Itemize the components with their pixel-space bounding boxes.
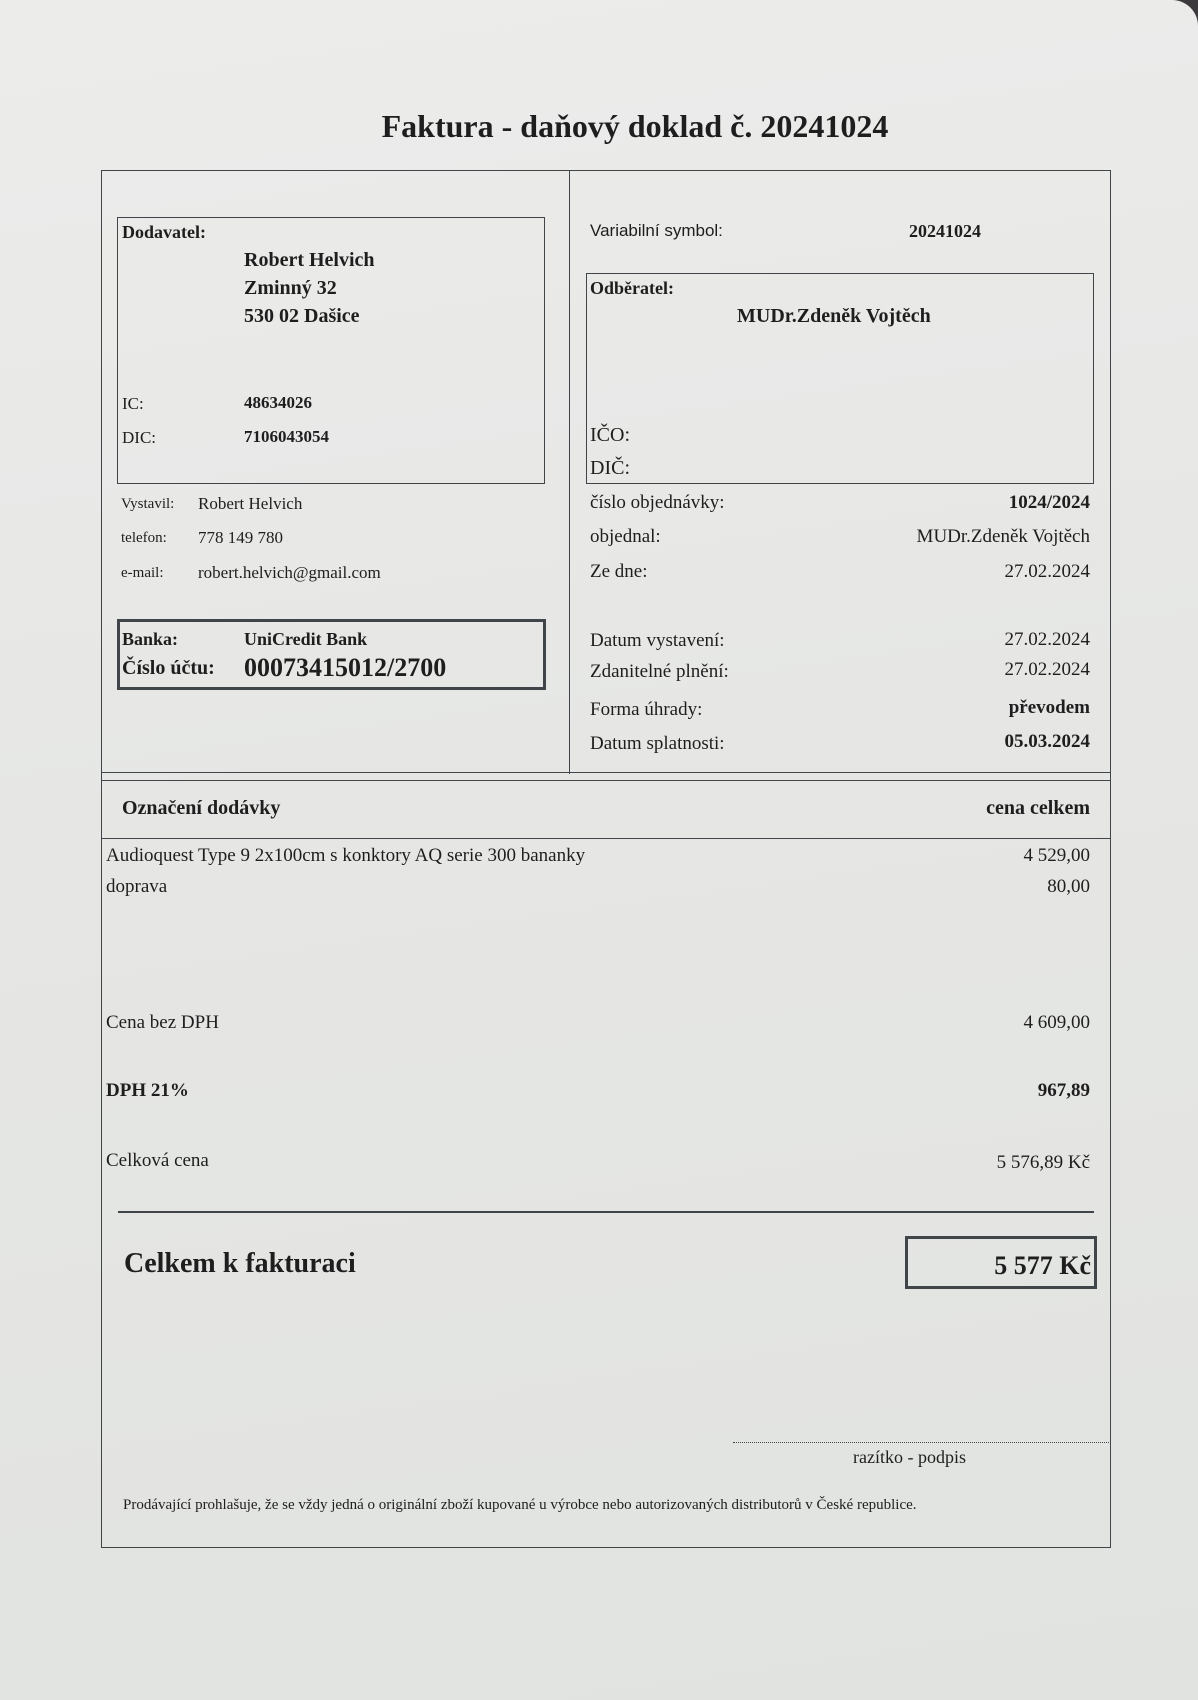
- supplier-ic-value: 48634026: [244, 393, 312, 412]
- customer-ico-label: IČO:: [590, 424, 630, 446]
- item-price: 4 529,00: [1023, 845, 1090, 866]
- issuer-label: Vystavil:: [121, 496, 175, 512]
- payment-method-label: Forma úhrady:: [590, 699, 703, 720]
- customer-label: Odběratel:: [590, 278, 674, 298]
- supplier-street: Zminný 32: [244, 277, 337, 299]
- net-total-value: 4 609,00: [1023, 1012, 1090, 1033]
- taxable-date-value: 27.02.2024: [1004, 659, 1090, 680]
- due-date-label: Datum splatnosti:: [590, 733, 725, 754]
- supplier-dic-value: 7106043054: [244, 427, 329, 446]
- email-value: robert.helvich@gmail.com: [198, 563, 381, 582]
- vat-value: 967,89: [1037, 1080, 1090, 1101]
- bank-name: UniCredit Bank: [244, 629, 368, 649]
- phone-label: telefon:: [121, 530, 167, 546]
- item-description: doprava: [106, 876, 168, 897]
- supplier-name: Robert Helvich: [244, 249, 375, 271]
- bank-label: Banka:: [122, 629, 179, 649]
- header-divider-1: [102, 772, 1110, 773]
- invoice-total-value: 5 577 Kč: [994, 1251, 1091, 1280]
- totals-divider: [118, 1211, 1094, 1213]
- gross-total-label: Celková cena: [106, 1150, 209, 1171]
- gross-total-value: 5 576,89 Kč: [996, 1152, 1090, 1173]
- order-date-value: 27.02.2024: [1004, 561, 1090, 582]
- customer-name: MUDr.Zdeněk Vojtěch: [737, 305, 931, 327]
- items-header-divider: [102, 838, 1110, 839]
- vat-label: DPH 21%: [106, 1080, 189, 1101]
- issuer-name: Robert Helvich: [198, 494, 303, 513]
- supplier-ic-label: IC:: [122, 394, 144, 413]
- invoice-title: Faktura - daňový doklad č. 20241024: [381, 108, 889, 144]
- items-header-description: Označení dodávky: [122, 797, 281, 819]
- supplier-city: 530 02 Dašice: [244, 305, 360, 327]
- customer-dic-label: DIČ:: [590, 457, 630, 479]
- order-date-label: Ze dne:: [590, 561, 648, 582]
- payment-method-value: převodem: [1008, 697, 1090, 718]
- ordered-by-label: objednal:: [590, 526, 661, 547]
- phone-value: 778 149 780: [198, 528, 283, 547]
- header-divider-vertical: [569, 171, 570, 774]
- issue-date-value: 27.02.2024: [1004, 629, 1090, 650]
- issue-date-label: Datum vystavení:: [590, 630, 725, 651]
- invoice-total-label: Celkem k fakturaci: [124, 1248, 356, 1279]
- taxable-date-label: Zdanitelné plnění:: [590, 661, 729, 682]
- order-number-label: číslo objednávky:: [590, 492, 725, 513]
- supplier-dic-label: DIC:: [122, 428, 156, 447]
- supplier-label: Dodavatel:: [122, 222, 206, 242]
- items-header-price: cena celkem: [986, 797, 1090, 819]
- item-description: Audioquest Type 9 2x100cm s konktory AQ serie 300 bananky: [106, 845, 586, 866]
- net-total-label: Cena bez DPH: [106, 1012, 219, 1033]
- variable-symbol-value: 20241024: [909, 221, 981, 241]
- signature-label: razítko - podpis: [853, 1447, 966, 1467]
- ordered-by-value: MUDr.Zdeněk Vojtěch: [916, 526, 1090, 547]
- account-label: Číslo účtu:: [122, 657, 215, 679]
- variable-symbol-label: Variabilní symbol:: [590, 221, 723, 240]
- signature-line: [733, 1442, 1109, 1443]
- footer-note: Prodávající prohlašuje, že se vždy jedná o originální zboží kupované u výrobce nebo autorizovaných distributorů v České republice.: [123, 1497, 917, 1513]
- item-price: 80,00: [1047, 876, 1090, 897]
- email-label: e-mail:: [121, 565, 164, 581]
- due-date-value: 05.03.2024: [1004, 731, 1090, 752]
- account-number: 00073415012/2700: [244, 653, 447, 682]
- header-divider-2: [102, 780, 1110, 781]
- order-number-value: 1024/2024: [1008, 492, 1090, 513]
